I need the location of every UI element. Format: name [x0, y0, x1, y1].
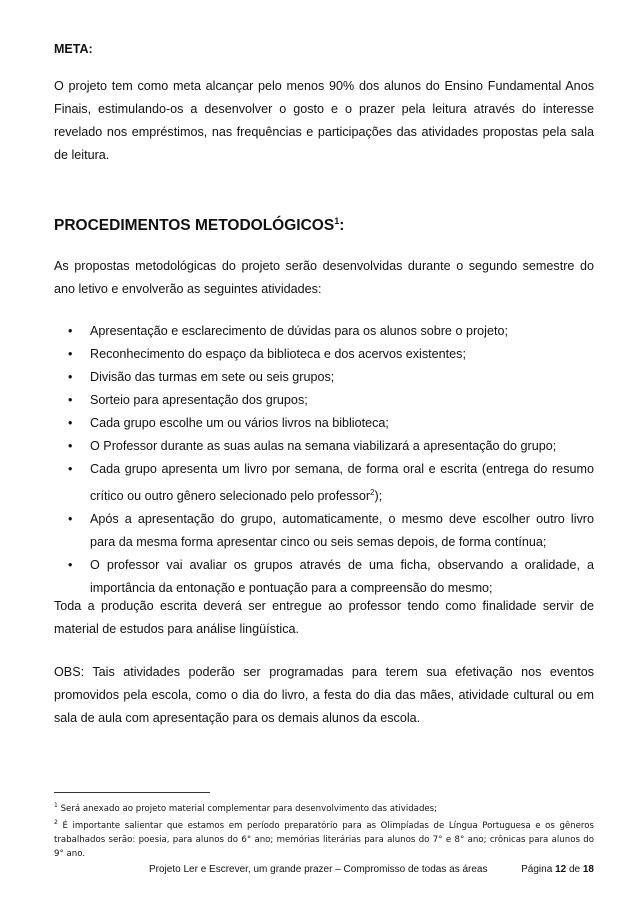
bullet-icon: •: [68, 416, 73, 430]
footnote-mark: 2: [54, 818, 58, 826]
meta-paragraph: O projeto tem como meta alcançar pelo menos 90% dos alunos do Ensino Fundamental Anos Finais, estimulando-os a desenvolver o gosto e o prazer pela leitura através do interesse revelado nos empréstimos, nas frequências e participações das atividades propostas pela sala de leitura.: [54, 79, 594, 162]
procedimentos-heading-text: PROCEDIMENTOS METODOLÓGICOS: [54, 217, 335, 235]
bullet-icon: •: [68, 324, 73, 338]
list-item-text: Apresentação e esclarecimento de dúvidas para os alunos sobre o projeto;: [90, 324, 508, 338]
activities-list: [54, 320, 594, 600]
meta-heading: META:: [54, 42, 93, 56]
bullet-icon: •: [68, 370, 73, 384]
bullet-icon: •: [68, 439, 73, 453]
list-item-text: Após a apresentação do grupo, automaticamente, o mesmo deve escolher outro livro para da mesma forma apresentar cinco ou seis semas depois, de forma contínua;: [90, 512, 594, 550]
list-item-text: O professor vai avaliar os grupos através de uma ficha, observando a oralidade, a importância da entonação e pontuação para a compreensão do mesmo;: [90, 558, 594, 596]
bullet-icon: •: [68, 512, 73, 527]
list-item-text: Reconhecimento do espaço da biblioteca e dos acervos existentes;: [90, 347, 466, 361]
list-item: [54, 412, 594, 435]
bullet-icon: •: [68, 347, 73, 361]
producao-paragraph: Toda a produção escrita deverá ser entregue ao professor tendo como finalidade servir de material de estudos para análise lingüística.: [54, 599, 594, 636]
footer-title: Projeto Ler e Escrever, um grande prazer – Compromisso de todas as áreas: [149, 864, 488, 875]
page-of: de: [568, 864, 581, 875]
list-item: [54, 320, 594, 343]
list-item: [54, 554, 594, 600]
bullet-icon: •: [68, 393, 73, 407]
footnote-2: [54, 816, 594, 861]
footnote-ref-2[interactable]: 2: [370, 488, 375, 497]
list-item-tail: );: [374, 489, 383, 504]
footnote-text: É importante salientar que estamos em período preparatório para as Olimpíadas de Língua Portuguesa e os gêneros trabalhados serão: poesia, para alunos do 6° ano; memórias literárias para alunos do 7° e 8° ano; crônicas para alunos do 9° ano.: [54, 820, 595, 859]
obs-paragraph: OBS: Tais atividades poderão ser programadas para terem sua efetivação nos eventos promovidos pela escola, como o dia do livro, a festa do dia das mães, atividade cultural ou em sala de aula com apresentação para os demais alunos da escola.: [54, 665, 594, 725]
list-item: [54, 343, 594, 366]
list-item: [54, 389, 594, 412]
list-item: [54, 366, 594, 389]
list-item-text: Cada grupo apresenta um livro por semana, de forma oral e escrita (entrega do resumo crítico ou outro gênero selecionado pelo professor: [90, 462, 594, 504]
list-item-text: Sorteio para apresentação dos grupos;: [90, 393, 308, 407]
list-item: [54, 508, 594, 554]
footnote-mark: 1: [54, 802, 58, 809]
list-item: [54, 458, 594, 508]
procedimentos-heading: [54, 216, 344, 235]
page-label: Página: [521, 864, 553, 875]
list-item: [54, 435, 594, 458]
footnote-1: [54, 799, 594, 816]
footnote-divider: [54, 792, 210, 793]
procedimentos-heading-suffix: :: [339, 217, 345, 235]
footnote-ref-1[interactable]: 1: [334, 216, 340, 226]
page-number: [521, 864, 594, 875]
total-pages: 18: [582, 864, 594, 875]
procedimentos-intro: As propostas metodológicas do projeto serão desenvolvidas durante o segundo semestre do ano letivo e envolverão as seguintes atividades:: [54, 259, 594, 296]
footnote-text: Será anexado ao projeto material complementar para desenvolvimento das atividades;: [60, 803, 438, 814]
footnotes: [54, 799, 594, 861]
current-page: 12: [555, 864, 567, 875]
list-item-text: Divisão das turmas em sete ou seis grupos;: [90, 370, 335, 384]
bullet-icon: •: [68, 558, 73, 573]
bullet-icon: •: [68, 462, 73, 476]
list-item-text: O Professor durante as suas aulas na semana viabilizará a apresentação do grupo;: [90, 439, 557, 453]
list-item-text: Cada grupo escolhe um ou vários livros na biblioteca;: [90, 416, 389, 430]
